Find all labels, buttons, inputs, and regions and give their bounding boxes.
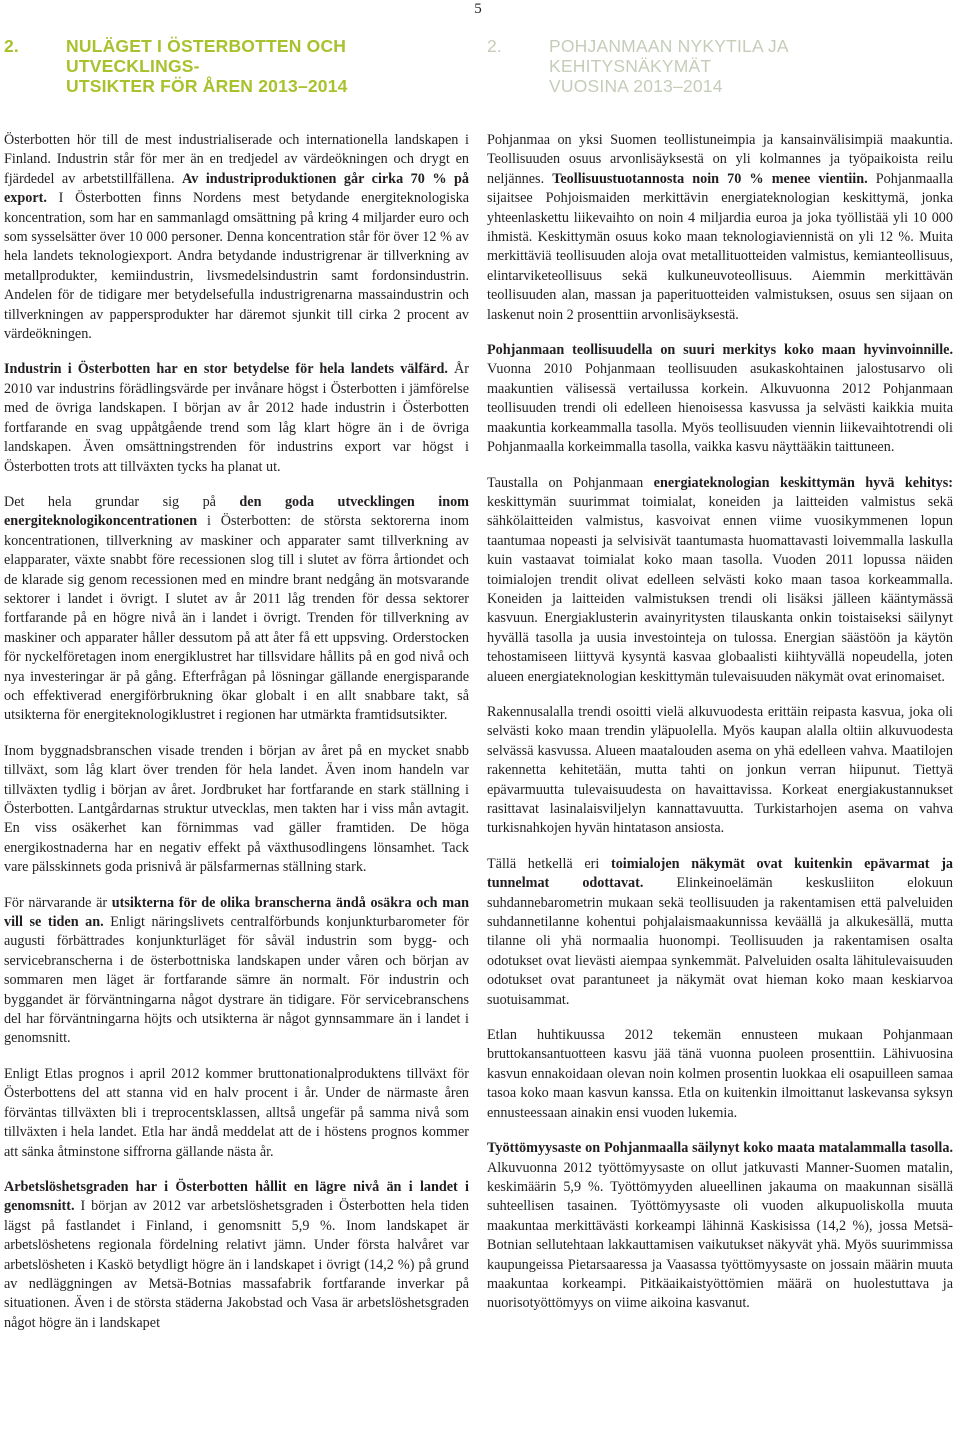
bold-text: Av industriproduktionen går cirka 70 % på export. [4, 170, 469, 207]
text: Etlan huhtikuussa 2012 tekemän ennusteen mukaan Pohjanmaan bruttokansantuotteen kasvu jää tänä vuonna puoleen prosenttiin. Lähivuosina kasvun ennakoidaan olevan noin kolmen prosentin luokkaa eli osapuilleen samaa tasoa koko maan kasvun kanssa. Etla on kuitenkin ilmoittanut laskevansa syksyn ennusteessaan ainakin ensi vuoden lukemia. [487, 1027, 953, 1121]
paragraph [4, 360, 469, 476]
text: Enligt näringslivets centralförbunds konjunkturbarometer för augusti förbättrades konjunkturläget för såväl industrin som bygg- och servicebranscherna i de österbottniska landskapen under våren och början av sommaren men läget är fortfarande sämre än normalt. För industrin och byggandet är förväntningarna något dystrare än tidigare. För servicebranschens del har förväntningarna höjts och utsikterna är något gynnsammare än i landet i genomsnitt. [4, 914, 469, 1047]
paragraph [487, 703, 953, 839]
section-heading-finnish [487, 36, 953, 96]
text: Österbotten hör till de mest industrialiserade och internationella landskapen i Finland. Industrin står för mer än en tredjedel av värdeökningen och drygt en fjärdedel av arbetstillfällena. [4, 132, 469, 187]
bold-text: Industrin i Österbotten har en stor betydelse för hela landets välfärd. [4, 361, 448, 378]
text: Inom byggnadsbranschen visade trenden i början av året på en mycket snabb tillväxt, som låg klart över trenden för hela landet. Även inom handeln var tillväxten tydlig i början av året. Jordbruket har fortfarande en stark ställning i Österbotten. Lantgårdarnas struktur utvecklas, men takten har i viss mån avtagit. En viss osäkerhet kan förnimmas vad gäller framtiden. De höga energikostnaderna har en negativ effekt på växthusodlingens lönsamhet. Tack vare pälsskinnets goda prisnivå är pälsfarmernas ställning stark. [4, 742, 469, 876]
bold-text: toimialojen näkymät ovat kuitenkin epävarmat ja tunnelmat odottavat. [487, 855, 954, 892]
paragraph [487, 131, 953, 325]
paragraph [487, 341, 953, 457]
paragraph [4, 493, 469, 726]
bold-text: Pohjanmaan teollisuudella on suuri merkitys koko maan hyvinvoinnille. [487, 342, 953, 359]
body-text [487, 131, 953, 1314]
text: I Österbotten finns Nordens mest betydande energiteknologiska koncentration, som har en sammanlagd omsättning på kring 4 miljarder euro och som sysselsätter över 10 000 personer. Denna koncentration står för över 12 % av hela landets teknologiexport. Andra betydande industrigrenar är tillverkning av metallprodukter, kemiindustrin, livsmedelsindustrin samt fordonsindustrin. Andelen för de tidigare mer betydelsefulla industrigrenarna massaindustrin och tillverkningen av pappersprodukter har däremot sjunkit till cirka 2 procent av värdeökningen. [4, 190, 469, 343]
section-title-line-2: VUOSINA 2013–2014 [549, 76, 723, 96]
paragraph [4, 131, 469, 344]
finnish-column [487, 36, 953, 1330]
text: Taustalla on Pohjanmaan [487, 474, 654, 491]
bold-text: den goda utvecklingen inom energiteknologikoncentrationen [4, 493, 470, 530]
paragraph [487, 855, 953, 1010]
page-number: 5 [474, 1, 482, 17]
bold-text: utsikterna för de olika branscherna ändå osäkra och man vill se tiden an. [4, 894, 469, 931]
text: År 2010 var industrins förädlingsvärde per invånare högst i Österbotten i jämförelse med de övriga landskapen. I början av år 2012 hade industrin i Österbotten fortfarande en svag uppåtgående trend som låg klart högre än i de övriga landskapen. Även omsättningstrenden för industrins export var högst i Österbotten trots att tillväxten tycks ha planat ut. [4, 361, 469, 475]
paragraph [487, 1139, 953, 1314]
text: i Österbotten: de största sektorerna inom koncentrationen, tillverkning av maskiner och apparater samt tillverkning av elapparater, växte snabbt före recessionen slog till i slutet av förra årtiondet och de klarade sig genom recessionen med en mindre brant nedgång än motsvarande sektorer i landet i övrigt. I slutet av år 2011 låg trenden för dessa sektorer fortfarande på en högre nivå än i landet i övrigt. Trenden för tillverkning av maskiner och apparater håller dessutom på att åter få ett uppsving. Orderstocken för nyckelföretagen inom energiklustret har tillsvidare hållits på en god nivå och nya investeringar är på gång. Efterfrågan på lösningar gällande energisparande och effektiverad energiförbrukning ökar globalt i en allt snabbare takt, så utsikterna för energiteknologiklustret i regionen har utmärkta framtidsutsikter. [4, 513, 469, 724]
section-title-line-1: NULÄGET I ÖSTERBOTTEN OCH UTVECKLINGS- [66, 36, 347, 76]
text: Pohjanmaalla sijaitsee Pohjoismaiden merkittävin energiateknologian keskittymä, jonka yhteenlaskettu liikevaihto on noin 4 miljardia euroa ja joka työllistää yli 10 000 ihmistä. Keskittymän osuus koko maan teknologiaviennistä on yli 12 %. Muita merkittäviä teollisuuden aloja ovat metallituotteiden valmistus, kemianteollisuus, elintarviketeollisuus sekä kulkuneuvoteollisuus. Aiemmin merkittävän teollisuuden alan, massan ja paperituotteiden valmistuksen, osuus sen sijaan on laskenut noin 2 prosenttiin arvonlisäyksestä. [487, 170, 953, 323]
text: Rakennusalalla trendi osoitti vielä alkuvuodesta erittäin reipasta kasvua, joka oli selvästi koko maan trendin yläpuolella. Myös kaupan alalla oltiin alkuvuodesta selvässä kasvussa. Alueen maatalouden asema on yhä edelleen vahva. Maatilojen rakennetta kehitetään, mutta tahti on jonkun verran hiipunut. Tiettyä epävarmuutta tulevaisuudesta on havaittavissa. Korkeat energiakustannukset rasittavat lasinalaisviljelyn kannattavuutta. Turkistarhojen asema on vahva turkisnahkojen hyvän hintatason ansiosta. [487, 703, 953, 837]
section-title-line-2: UTSIKTER FÖR ÅREN 2013–2014 [66, 76, 348, 96]
text: För närvarande är [4, 894, 112, 911]
paragraph [4, 894, 469, 1049]
section-number: 2. [4, 36, 19, 56]
paragraph [487, 1026, 953, 1123]
text: Elinkeinoelämän keskusliiton elokuun suhdannebarometrin mukaan sekä teollisuuden ja rakentamisen että palveluiden suhdannetilanne kohentui pohjalaismaakunnissa keväällä ja alkukesällä, mutta tilanne oli yhä normaalia huonompi. Teollisuuden ja rakentamisen osalta odotukset ovat lievästi aiempaa synkemmät. Palveluiden osalta lähitulevaisuuden odotukset ovat parantuneet ja näkymät ovat hieman koko maan keskiarvoa suotuisammat. [487, 875, 953, 1008]
bold-text: energiateknologian keskittymän hyvä kehitys: [653, 474, 953, 491]
text: I början av 2012 var arbetslöshetsgraden i Österbotten hela tiden lägst på fastlandet i Finland, i genomsnitt 5,9 %. Inom landskapet är arbetslöshetens regionala fördelning relativt jämn. Under första halvåret var arbetslösheten i Kaskö betydligt högre än i landskapet i övrigt (14,2 %) på grund av nedläggningen av Metsä-Botnias massafabrik fortfarande inverkar på situationen. Även i de största städerna Jakobstad och Vasa är arbetslöshetsgraden något högre än i landskapet [4, 1198, 469, 1331]
bold-text: Työttömyysaste on Pohjanmaalla säilynyt koko maata matalammalla tasolla. [487, 1140, 953, 1157]
text: Tällä hetkellä eri [487, 855, 611, 872]
text: keskittymän suurimmat toimialat, koneiden ja laitteiden valmistus sekä sähkölaitteiden valmistus, kasvoivat ennen viime vuosikymmenen lopun taantumaa nopeasti ja selvisivät taantumasta huomattavasti loivemmalla laskulla kuin vastaavat toimialat koko maan tasolla. Vuoden 2011 lopussa näiden toimialojen trendit olivat edelleen selvästi koko maan tasoa korkeammalla. Koneiden ja laitteiden valmistuksen trendi oli lisäksi jälleen kääntymässä kasvuun. Energiaklusterin avainyritysten tilauskanta onkin toistaiseksi säilynyt hyvällä tasolla ja uusia investointeja on tulossa. Energian säästöön ja käytön tehostamiseen liittyvä kysyntä kasvaa globaalisti kiihtyvällä nopeudella, joten alueen energiateknologian keskittymän tulevaisuuden näkymät ovat erinomaiset. [487, 493, 953, 685]
bold-text: Arbetslöshetsgraden har i Österbotten hållit en lägre nivå än i landet i genomsnitt. [4, 1178, 469, 1215]
text: Pohjanmaa on yksi Suomen teollistuneimpia ja kansainvälisimpiä maakuntia. Teollisuuden osuus arvonlisäyksestä on yli kolmannes ja työpaikoista reilu neljännes. [487, 132, 953, 187]
body-text [4, 131, 469, 1333]
section-title-line-1: POHJANMAAN NYKYTILA JA KEHITYSNÄKYMÄT [549, 36, 788, 76]
section-number: 2. [487, 36, 502, 56]
bold-text: Teollisuustuotannosta noin 70 % menee vientiin. [552, 170, 868, 187]
text: Det hela grundar sig på [4, 493, 240, 510]
section-heading-swedish [4, 36, 469, 96]
swedish-column [4, 36, 469, 1349]
paragraph [487, 474, 953, 687]
paragraph [4, 1065, 469, 1162]
text: Enligt Etlas prognos i april 2012 kommer bruttonationalproduktens tillväxt för Österbottens del att stanna vid en halv procent i år. Under de närmaste åren förväntas tillväxten bli i treprocentsklassen, alltså ungefär på samma nivå som tillväxten i hela landet. Etla har ändå meddelat att de i höstens prognos kommer att sänka åtminstone siffrorna gällande nästa år. [4, 1065, 469, 1160]
text: Alkuvuonna 2012 työttömyysaste on ollut jatkuvasti Manner-Suomen matalin, keskimäärin 5,9 %. Työttömyyden alueellinen jakauma on maakunnan sisällä suhteellisen tasainen. Työttömyysaste oli vuoden alkupuoliskolla muuta maakuntaa merkittävästi korkeampi lähinnä Kaskisissa (14,2 %), jossa Metsä-Botnian sellutehtaan lakkauttamisen vaikutukset näkyvät yhä. Myös suurimmissa kaupungeissa Pietarsaaressa ja Vaasassa työttömyysaste on jossain määrin muuta maakuntaa korkeampi. Pitkäaikaistyöttömien määrä on huolestuttava ja nuorisotyöttömyys on viime aikoina kasvanut. [487, 1159, 953, 1312]
text: Vuonna 2010 Pohjanmaan teollisuuden asukaskohtainen jalostusarvo oli maakuntien välisessä vertailussa korkein. Alkuvuonna 2012 Pohjanmaan teollisuuden trendi oli edelleen hienoisessa kasvussa ja selvästi kaikkia muita maakuntia korkeammalla tasolla. Myös teollisuuden viennin liikevaihtotrendi oli Pohjanmaalla korkeimmalla tasolla, vaikka kasvu näyttääkin taittuneen. [487, 361, 953, 456]
paragraph [4, 1178, 469, 1333]
paragraph [4, 742, 469, 878]
